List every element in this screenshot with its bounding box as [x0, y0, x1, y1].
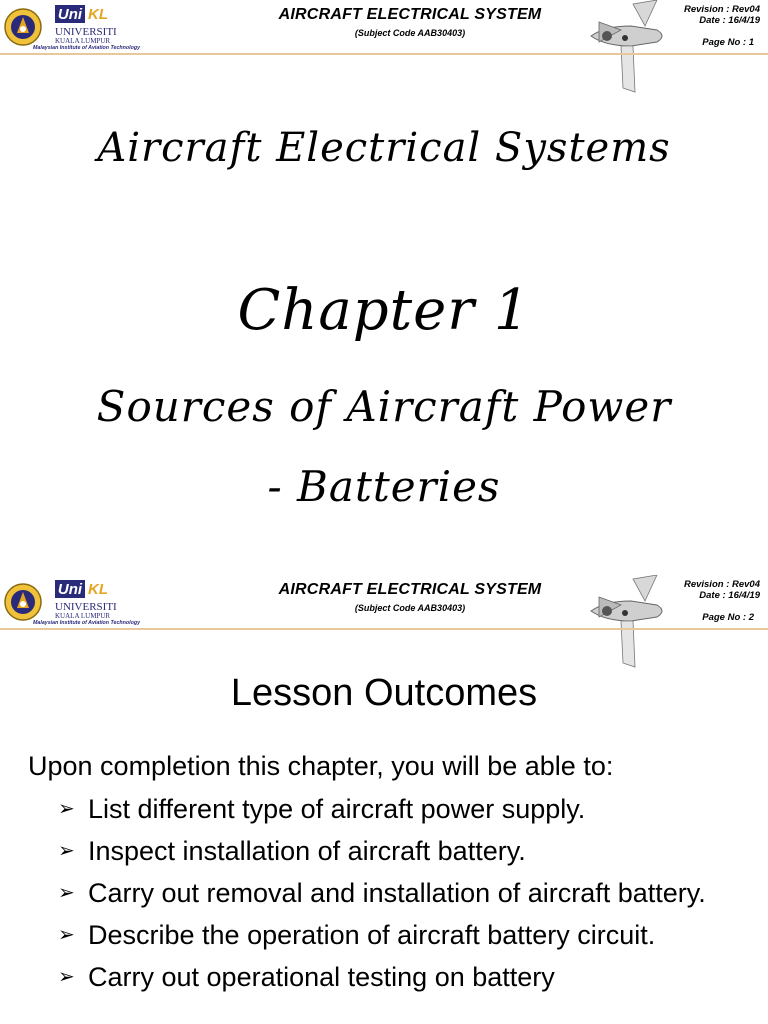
list-item: [58, 919, 758, 951]
slide-header: [0, 0, 768, 54]
list-item: [58, 793, 758, 825]
arrow-bullet-icon: ➢: [58, 882, 75, 904]
logo-institute: Malaysian Institute of Aviation Technology: [33, 620, 141, 626]
chapter-subtitle-line1: Sources of Aircraft Power: [96, 382, 672, 431]
header-divider: [0, 53, 768, 55]
logo-institute: Malaysian Institute of Aviation Technology: [33, 45, 141, 51]
header-title: AIRCRAFT ELECTRICAL SYSTEM: [278, 6, 542, 23]
course-title: Aircraft Electrical Systems: [97, 125, 671, 171]
unikl-crest-icon: [5, 584, 41, 620]
logo-university: UNIVERSITI: [55, 26, 117, 38]
unikl-logo: [3, 578, 173, 626]
logo-university: UNIVERSITI: [55, 601, 117, 613]
date-label: Date : 16/4/19: [699, 15, 760, 26]
list-item: [58, 877, 758, 909]
arrow-bullet-icon: ➢: [58, 924, 75, 946]
aircraft-icon: [585, 575, 670, 670]
chapter-title: Chapter 1: [237, 278, 531, 343]
logo-city: KUALA LUMPUR: [55, 37, 111, 45]
header-subject-code: (Subject Code AAB30403): [354, 28, 466, 38]
unikl-crest-icon: [5, 9, 41, 45]
outcome-text: Inspect installation of aircraft battery.: [88, 836, 526, 866]
lesson-intro-text: Upon completion this chapter, you will be able to:: [28, 751, 614, 781]
date-label: Date : 16/4/19: [699, 590, 760, 601]
logo-brand-left: Uni: [57, 6, 83, 23]
slide-page-2: [0, 575, 768, 1024]
arrow-bullet-icon: ➢: [58, 966, 75, 988]
outcome-text: Carry out removal and installation of aircraft battery.: [88, 878, 706, 908]
page-number: Page No : 1: [702, 37, 754, 48]
revision-label: Revision : Rev04: [683, 4, 760, 15]
list-item: [58, 835, 758, 867]
header-title: AIRCRAFT ELECTRICAL SYSTEM: [278, 581, 542, 598]
unikl-logo: [3, 3, 173, 51]
page-number: Page No : 2: [702, 612, 754, 623]
slide-header: [0, 575, 768, 629]
lesson-outcomes-heading: Lesson Outcomes: [230, 672, 538, 714]
outcomes-list: [58, 793, 758, 1003]
revision-info: [684, 4, 760, 26]
logo-brand-left: Uni: [57, 581, 83, 598]
outcome-text: List different type of aircraft power supply.: [88, 794, 586, 824]
list-item: [58, 961, 758, 993]
aircraft-icon: [585, 0, 670, 95]
revision-label: Revision : Rev04: [683, 579, 760, 590]
logo-brand-right: KL: [88, 6, 108, 23]
logo-city: KUALA LUMPUR: [55, 612, 111, 620]
header-subject-code: (Subject Code AAB30403): [354, 603, 466, 613]
arrow-bullet-icon: ➢: [58, 840, 75, 862]
logo-brand-right: KL: [88, 581, 108, 598]
header-divider: [0, 628, 768, 630]
revision-info: [684, 579, 760, 601]
chapter-subtitle-line2: - Batteries: [267, 462, 501, 511]
arrow-bullet-icon: ➢: [58, 798, 75, 820]
outcome-text: Describe the operation of aircraft battery circuit.: [88, 920, 656, 950]
outcome-text: Carry out operational testing on battery: [88, 962, 555, 992]
